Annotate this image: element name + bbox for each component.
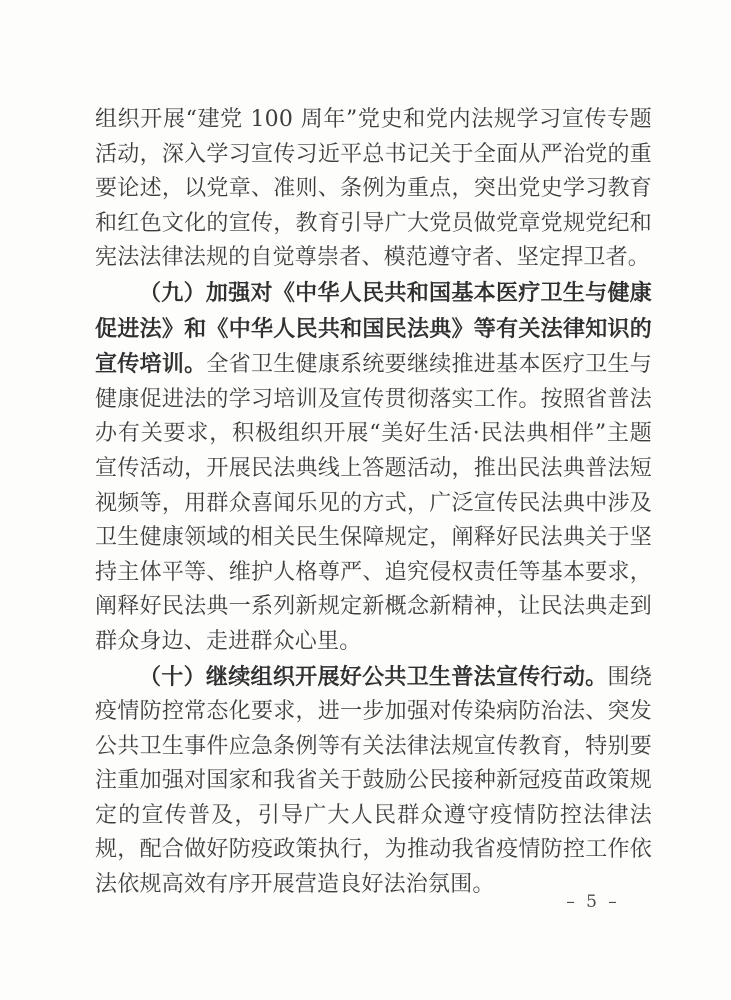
page-number: – 5 – (566, 892, 620, 912)
paragraph (95, 276, 652, 660)
body-text-run: 组织开展“建党 100 周年”党史和党内法规学习宣传专题活动，深入学习宣传习近平总书记关于全面从严治党的重要论述，以党章、准则、条例为重点，突出党史学习教育和红色文化的宣传，教育引导广大党员做党章党规党纪和宪法法律法规的自觉尊崇者、模范遵守者、坚定捍卫者。 (95, 107, 652, 271)
document-body (95, 103, 652, 903)
clause-heading-run: （九）加强对《中华人民共和国基本医疗卫生与健康促进法》和《中华人民共和国民法典》等有关法律知识的宣传培训。 (95, 279, 652, 378)
paragraph (95, 103, 652, 276)
paragraph (95, 660, 652, 903)
body-text-run: 全省卫生健康系统要继续推进基本医疗卫生与健康促进法的学习培训及宣传贯彻落实工作。按照省普法办有关要求，积极组织开展“美好生活·民法典相伴”主题宣传活动，开展民法典线上答题活动，推出民法典普法短视频等，用群众喜闻乐见的方式，广泛宣传民法典中涉及卫生健康领域的相关民生保障规定，阐释好民法典关于坚持主体平等、维护人格尊严、追究侵权责任等基本要求，阐释好民法典一系列新规定新概念新精神，让民法典走到群众身边、走进群众心里。 (95, 352, 652, 654)
page-footer (548, 891, 638, 913)
body-text-run: 围绕疫情防控常态化要求，进一步加强对传染病防治法、突发公共卫生事件应急条例等有关法律法规宣传教育，特别要注重加强对国家和我省关于鼓励公民接种新冠疫苗政策规定的宣传普及，引导广大人民群众遵守疫情防控法律法规，配合做好防疫政策执行，为推动我省疫情防控工作依法依规高效有序开展营造良好法治氛围。 (95, 664, 652, 898)
clause-heading-run: （十）继续组织开展好公共卫生普法宣传行动。 (139, 663, 608, 690)
